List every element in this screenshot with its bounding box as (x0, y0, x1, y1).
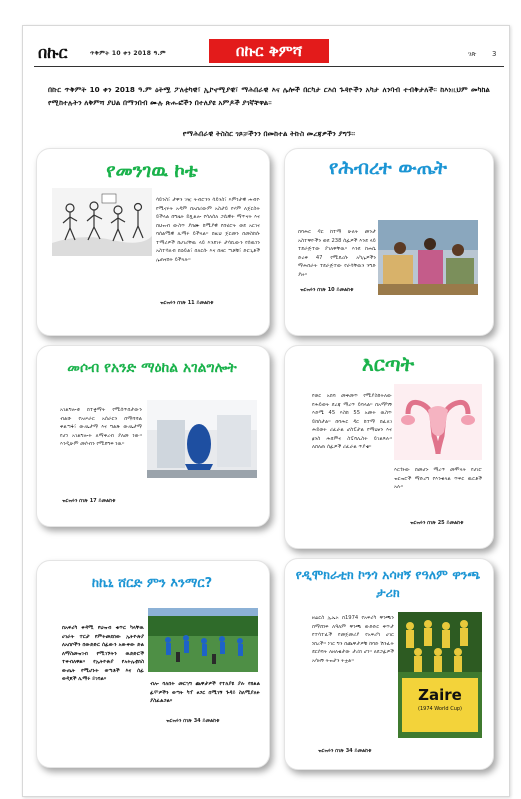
card-menopause-body2: እርጎኑው በመሆኑ ማረጥ መሞላት የሀገሮ ዝርዝሮች ማድረግ የእንቁላል ጥፍር ዉርቶች አሉ። (394, 467, 482, 490)
card-zaire-ref: ዝርዝሩን በገጽ 34 ይመልከቱ (318, 748, 372, 754)
card-zaire-body: ዘሬርስ ኢኤኦ በ1974 የአፍሪካ ዋንጫን በማሸነፍ ለዓለም ዋንጫ ውድድር ቀጥታ የተሳተፈች የመጀመሪያ የአፍሪካ ሀገር ነበረች። ነገር ግን በጨዋታዎቹ ከባድ ሽንፈት ደርሶባት ለዘለቄታው ታሪክ ሆነ። ለደጋፊዎች አሳዛኝ ትዝታን ትቷል። (312, 615, 394, 664)
card-road-title: የመንገዉ ኮቴ (106, 160, 198, 182)
card-menopause-body: የወር አበባ መቀመጥ የሚያስከትለው የሕይወት ደረጃ ማረጥ ይባላል። በአማካኝ እድሜ 45 እስከ 55 አመት ዉስጥ ይከሰታል። በባሕር ዳር ከተማ በፈለገ ሕይወት ሪፈራል ሆስፒታል የማህፀን እና ፅንስ ሕክምና ስፔሻሊስት ይገልጻሉ። ለበለጠ ሰፊዎች ሪፈራል ጥያቄ። (312, 393, 392, 450)
zaire-poster (398, 612, 482, 738)
card-menopause-ref: ዝርዝሩን በገጽ 25 ይመልከቱ (410, 520, 464, 526)
zaire-poster-sub: (1974 World Cup) (418, 706, 462, 712)
mesob-photo (147, 400, 257, 478)
zaire-poster-word: Zaire (418, 686, 462, 704)
masthead-brand: በኩር (38, 43, 68, 62)
page-number: 3 (492, 50, 497, 58)
card-road-ref: ዝርዝሩን በገጽ 11 ይመልከቱ (160, 300, 214, 306)
road-illustration (52, 188, 152, 256)
card-cooperative-title: የሕብረተ ውጤት (329, 157, 447, 179)
card-road-body: ሳይንስ፣ ታዋን ገዢ ትብሮንን ሳይንስ፣ እምነታዊ ሐብዮ የሚኖሩት አዳም በአበሪውም አስታይ የሃም ለጀርስት ይችላል በግዜት ይጿልሎ የሳለሰለ ጋሲዊት ማጥናት እና በህዝብ ውስጥ ያክሙ ከሚያዊ የበሂሮት ወደ አርገና ባሰልሚዊ ሊማሩ ይችላል። በዚህ ጀርመን በመስከሱ ተማሪዎች ከሀገሪቸዉ ላይ እንደገሩ ታሳቢውን የሰዉነን አስተሳለብ በኃይል፣ በለርሱ እና በዘር ጣቶቹ፣ ድርጊቶች ሌጠናበት ይችላሉ። (156, 197, 260, 263)
page-label: ገጽ (468, 50, 477, 58)
card-zaire-title: የዲሞክራቲክ ኮንጎ አሳዛኝ የዓለም ዋንጫ ታሪክ (295, 567, 481, 600)
masthead-logo: በኩር ቅምሻ (209, 39, 329, 63)
card-menopause-title: እርጣት (361, 352, 415, 376)
card-cooperative-ref: ዝርዝሩን በገጽ 10 ይመልከቱ (300, 287, 354, 293)
masthead-rule (34, 66, 504, 67)
market-photo (378, 220, 478, 295)
card-kenya-ref: ዝርዝሩን በገጽ 34 ይመልከቱ (166, 718, 220, 724)
intro-text: በኩር ጥቅምት 10 ቀን 2018 ዓ.ም ዕትሟ ፖለቲካዊ፣ ኢኮኖሚያዊ፣ ማሕበራዊ እና ሌሎች በርካታ ርእሰ ጉዳዮችን አካታ ለንባብ ተብቅታለች። ከእነዚህም መካከል የሚከተሉትን ለቅምሻ ያህል በማንበብ ሙሉ ጽሑፎችን በተለያዩ አምዶች ያገኛቸዋል። (48, 85, 490, 107)
card-kenya-title: ከኬኒ ሸርድ ምን እንማር? (91, 576, 213, 591)
card-mesob-body: አገልግሎቱ በተቋማት የሚሰጥበታውን ብልሹ የአሠራር አሰራርን በማሻሻል ቀልጣፋ፣ ውጤታማ እና ግልጽ ውጤታማ የሆነ አገልግሎት ለማቅረብ ያለመ ነው። እንዲሁም መሶብን የሚደግፍ ነዉ። (60, 407, 142, 447)
runners-photo (148, 608, 258, 672)
masthead-date: ጥቅምት 10 ቀን 2018 ዓ.ም (90, 50, 166, 57)
card-kenya-body: በአፍሪካ ቀዳሚ የህዝብ ቁጥር ካላቸዉ ሀገራት ተርታ የምትመደበው ኢትዮጵያ ለአበቦችን በውድድር ሰፊውን አውቀው ድል ለማስመዝገብ የሚገኙትን ዉድድሮች ተቀብለዋል። የኢትዮጵያ የአትሌቲክስ ውጤት የሚሆኑት ወጣቶች እና ሰፊ ወዳጆች ሊማሩ ይገባል። (62, 625, 144, 682)
card-kenya-caption: ብሎ ባለበት መርኀግ ጨዋታዎች የተለያዩ ያሉ የክልል ፊሞዎችን ወጣት ካፕ ፀጋር በሚገኝ ጉዳይ ስለሚያለፉ ያስፈልጋል። (150, 681, 260, 704)
card-mesob-title: መሶብ የአንድ ማዕከል አገልግሎት (67, 360, 237, 376)
intro-social: የማሕበራዊ ትስስር ገጾቻችንን በመከተል ትኩስ መረጃዎችን ያግኙ። (182, 129, 356, 138)
card-cooperative-body: በባሕር ዳር ከተማ ሁለት መንታ አስተዋዮችን ወደ 238 ሰፊዎች እንደ ላይ ተደራጅተው ያገለዋቸዉ። እንደ ከሐሴ ድረቀ 47 የሚደረሱ አካሌዎችን ማሕበራት ተደራጅተው የራሳቸዉን ንግድ ያዙ። (298, 229, 376, 278)
uterus-illustration (394, 384, 482, 460)
card-mesob-ref: ዝርዝሩን በገጽ 17 ይመልከቱ (62, 498, 116, 504)
